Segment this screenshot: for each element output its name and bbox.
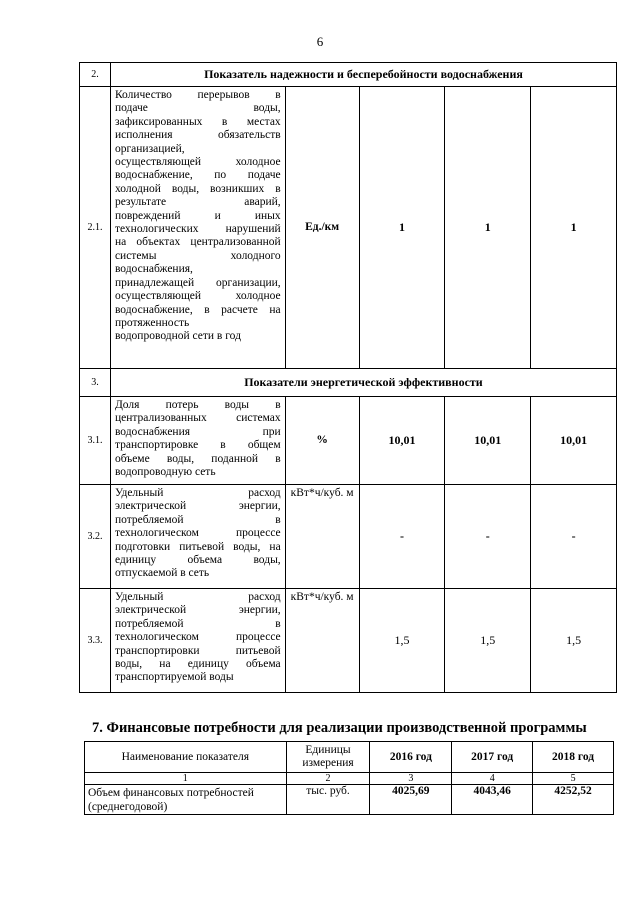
value-2018: 1 xyxy=(531,87,617,369)
description-line: водопроводную сеть xyxy=(114,466,216,479)
row-description xyxy=(110,589,285,693)
value-2017: 1 xyxy=(445,87,531,369)
description-line: системы холодного xyxy=(114,249,281,262)
description-line: электрической энергии, xyxy=(114,500,281,513)
row-description xyxy=(110,397,285,485)
section-row xyxy=(80,63,617,87)
header-2017: 2017 год xyxy=(452,742,533,773)
value-2017: - xyxy=(445,485,531,589)
value-2017: 10,01 xyxy=(445,397,531,485)
header-row xyxy=(85,742,614,773)
description-line: технологических нарушений xyxy=(114,223,281,236)
description-line: повреждений и иных xyxy=(114,209,281,222)
description-line: технологическом процессе xyxy=(114,527,281,540)
description-line: централизованных системах xyxy=(114,412,281,425)
description-line: подаче воды, xyxy=(114,102,281,115)
description-line: транспортируемой воды xyxy=(114,671,234,684)
row-unit: Ед./км xyxy=(285,87,359,369)
description-line: технологическом процессе xyxy=(114,631,281,644)
section-number: 2. xyxy=(80,63,111,87)
description-line: водоснабжения при xyxy=(114,425,281,438)
row-number: 2.1. xyxy=(80,87,111,369)
column-number: 4 xyxy=(452,773,533,785)
value-2017: 1,5 xyxy=(445,589,531,693)
description-line: осуществляющей холодное xyxy=(114,290,281,303)
indicators-table xyxy=(79,62,617,693)
row-unit: % xyxy=(285,397,359,485)
column-number: 1 xyxy=(85,773,287,785)
column-number: 3 xyxy=(370,773,452,785)
row-number: 3.1. xyxy=(80,397,111,485)
section-number: 3. xyxy=(80,369,111,397)
description-line: Удельный расход xyxy=(114,591,281,603)
value-2016: 10,01 xyxy=(359,397,445,485)
row-unit: тыс. руб. xyxy=(286,785,370,815)
description-line: на объектах централизованной xyxy=(114,236,281,249)
value-2018: 1,5 xyxy=(531,589,617,693)
section-row xyxy=(80,369,617,397)
value-2018: 10,01 xyxy=(531,397,617,485)
table-row xyxy=(85,785,614,815)
description-line: принадлежащей организации, xyxy=(114,276,281,289)
description-line: потребляемой в xyxy=(114,617,281,630)
description-line: Удельный расход xyxy=(114,487,281,499)
row-unit: кВт*ч/куб. м xyxy=(285,485,359,589)
description-line: объеме воды, поданной в xyxy=(114,452,281,465)
description-line: транспортировке в общем xyxy=(114,439,281,452)
value-2018: - xyxy=(531,485,617,589)
description-line: результате аварий, xyxy=(114,196,281,209)
description-line: воды, на единицу объема xyxy=(114,658,281,671)
header-2018: 2018 год xyxy=(533,742,614,773)
description-line: холодной воды, возникших в xyxy=(114,182,281,195)
table-row xyxy=(80,87,617,369)
description-line: подготовки питьевой воды, на xyxy=(114,540,281,553)
description-line: организацией, xyxy=(114,142,185,155)
table-row xyxy=(80,485,617,589)
value-2017: 4043,46 xyxy=(452,785,533,815)
value-2016: 1,5 xyxy=(359,589,445,693)
description-line: водопроводной сети в год xyxy=(114,330,241,343)
description-line: транспортировки питьевой xyxy=(114,644,281,657)
section-title: Показатели энергетической эффективности xyxy=(110,369,616,397)
value-2018: 4252,52 xyxy=(533,785,614,815)
page-number: 6 xyxy=(316,34,324,49)
description-line: отпускаемой в сеть xyxy=(114,567,210,580)
description-line: водоснабжения, xyxy=(114,263,193,276)
row-description xyxy=(110,485,285,589)
value-2016: - xyxy=(359,485,445,589)
column-number-row xyxy=(85,773,614,785)
description-line: зафиксированных в местах xyxy=(114,115,281,128)
description-line: Количество перерывов в xyxy=(114,89,281,101)
header-2016: 2016 год xyxy=(370,742,452,773)
value-2016: 4025,69 xyxy=(370,785,452,815)
row-number: 3.3. xyxy=(80,589,111,693)
section-heading: 7. Финансовые потребности для реализации производственной программы xyxy=(92,720,587,736)
description-line: протяженность xyxy=(114,316,190,329)
header-name: Наименование показателя xyxy=(85,742,287,773)
description-line: единицу объема воды, xyxy=(114,554,281,567)
table-row xyxy=(80,397,617,485)
description-line: исполнения обязательств xyxy=(114,129,281,142)
description-line: осуществляющей холодное xyxy=(114,156,281,169)
column-number: 5 xyxy=(533,773,614,785)
row-unit: кВт*ч/куб. м xyxy=(285,589,359,693)
description-line: потребляемой в xyxy=(114,513,281,526)
value-2016: 1 xyxy=(359,87,445,369)
description-line: электрической энергии, xyxy=(114,604,281,617)
header-unit: Единицы измерения xyxy=(286,742,370,773)
column-number: 2 xyxy=(286,773,370,785)
row-name: Объем финансовых потребностей (среднегодовой) xyxy=(85,785,287,815)
section-title: Показатель надежности и бесперебойности водоснабжения xyxy=(110,63,616,87)
financial-needs-table xyxy=(84,741,614,815)
row-description xyxy=(110,87,285,369)
description-line: водоснабжение, в расчете на xyxy=(114,303,281,316)
description-line: водоснабжение, по подаче xyxy=(114,169,281,182)
table-row xyxy=(80,589,617,693)
description-line: Доля потерь воды в xyxy=(114,399,281,411)
row-number: 3.2. xyxy=(80,485,111,589)
